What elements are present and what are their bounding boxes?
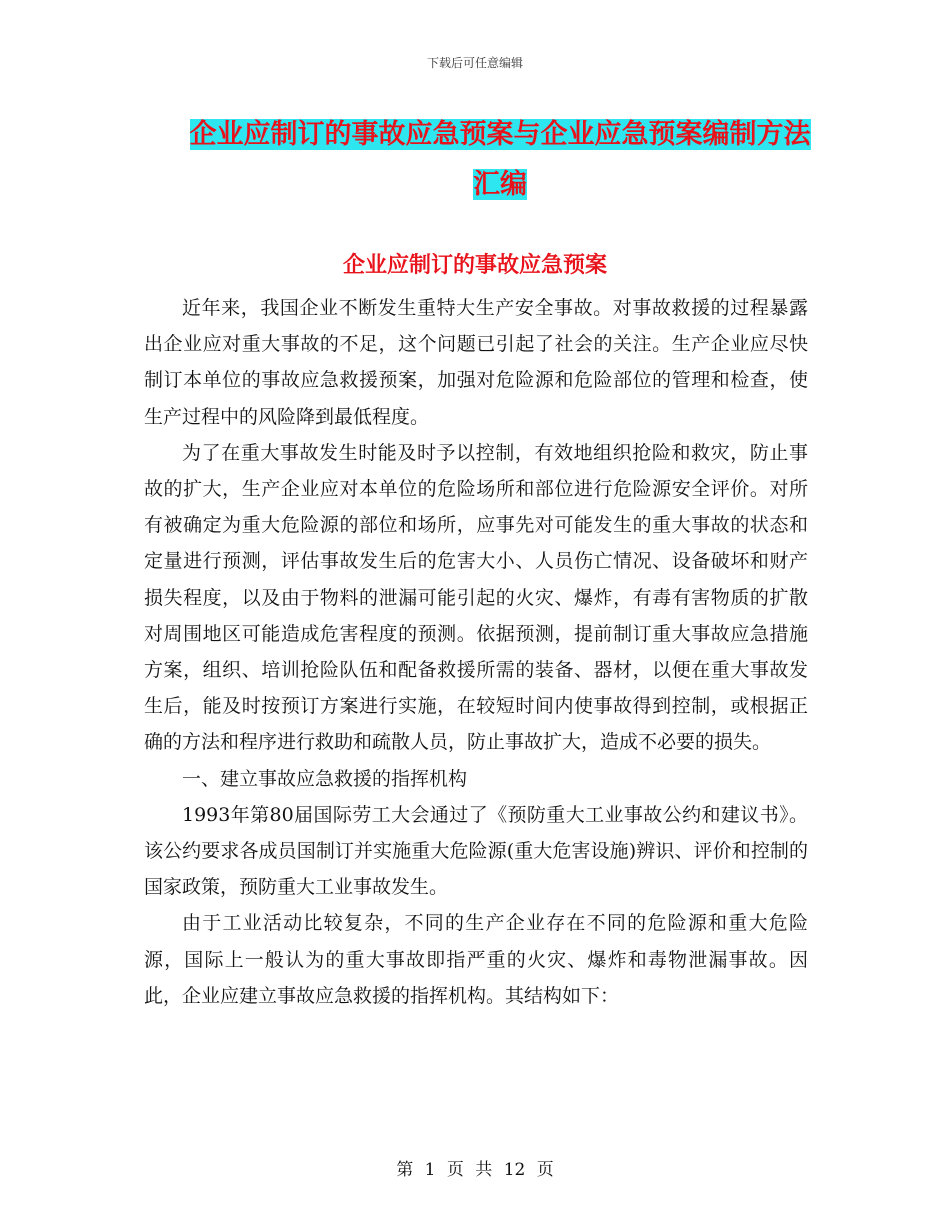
heading-command-structure: 一、建立事故应急救援的指挥机构: [182, 767, 468, 790]
paragraph-intro: 近年来，我国企业不断发生重特大生产安全事故。对事故救援的过程暴露出企业应对重大事故的不足，这个问题已引起了社会的关注。生产企业应尽快制订本单位的事故应急救援预案，加强对危险源和危险部位的管理和检查，使生产过程中的风险降到最低程度。: [144, 297, 808, 428]
document-title-line-2: 汇编: [473, 169, 527, 200]
page-header-note: 下载后可任意编辑: [426, 56, 523, 70]
paragraph-ilo-convention: 1993年第80届国际劳工大会通过了《预防重大工业事故公约和建议书》。该公约要求各成员国制订并实施重大危险源(重大危害设施)辨识、评价和控制的国家政策，预防重大工业事故发生。: [144, 803, 808, 899]
document-title-line-1: 企业应制订的事故应急预案与企业应急预案编制方法: [189, 119, 811, 150]
document-body: [144, 290, 808, 1014]
section-title: 企业应制订的事故应急预案: [342, 252, 607, 278]
paragraph-control: 为了在重大事故发生时能及时予以控制，有效地组织抢险和救灾，防止事故的扩大，生产企业应对本单位的危险场所和部位进行危险源安全评价。对所有被确定为重大危险源的部位和场所，应事先对可能发生的重大事故的状态和定量进行预测，评估事故发生后的危害大小、人员伤亡情况、设备破坏和财产损失程度，以及由于物料的泄漏可能引起的火灾、爆炸，有毒有害物质的扩散对周围地区可能造成危害程度的预测。依据预测，提前制订重大事故应急措施方案，组织、培训抢险队伍和配备救援所需的装备、器材，以便在重大事故发生后，能及时按预订方案进行实施，在较短时间内使事故得到控制，或根据正确的方法和程序进行救助和疏散人员，防止事故扩大，造成不必要的损失。: [144, 441, 808, 754]
page-footer: 第 1 页 共 12 页: [396, 1160, 554, 1180]
paragraph-major-accidents: 由于工业活动比较复杂，不同的生产企业存在不同的危险源和重大危险源，国际上一般认为的重大事故即指严重的火灾、爆炸和毒物泄漏事故。因此，企业应建立事故应急救援的指挥机构。其结构如下：: [144, 912, 808, 1007]
document-title: [150, 110, 850, 210]
